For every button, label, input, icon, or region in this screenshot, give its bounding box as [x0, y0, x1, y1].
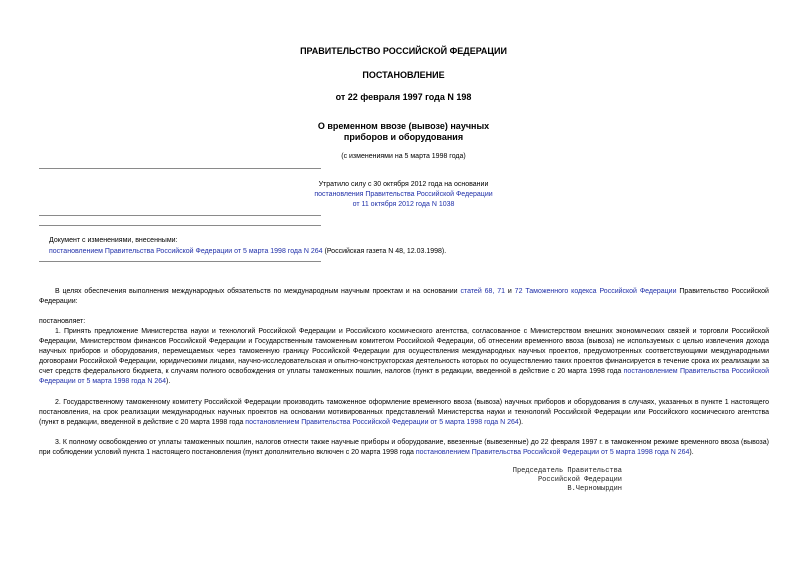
divider	[39, 225, 321, 226]
preamble-paragraph: В целях обеспечения выполнения международных обязательств по международным научным проектам и на основании статей 68, 71 и 72 Таможенного кодекса Российской Федерации Правительство Российской Федерации:	[39, 288, 769, 305]
p2-amend-link[interactable]: постановлением Правительства Российской Федерации от 5 марта 1998 года N 264	[245, 419, 519, 426]
paragraph-3: 3. К полному освобождению от уплаты таможенных пошлин, налогов отнести также научные приборы и оборудование, ввезенные (вывезенные) до 22 февраля 1997 г. в таможенном режиме временного ввоза (вывоза) при соблюдении условий пункта 1 настоящего постановления (пункт дополнительно включен с 20 марта 1998 года постановлением Правительства Российской Федерации от 5 марта 1998 года N 264).	[39, 439, 769, 456]
customs-code-link[interactable]: 72 Таможенного кодекса Российской Федерации	[514, 288, 677, 295]
amendment-note: (с изменениями на 5 марта 1998 года)	[341, 153, 466, 160]
paragraph-1: 1. Принять предложение Министерства науки и технологий Российской Федерации и Российского космического агентства, согласованное с Министерством внешних экономических связей и торговли Российской Федерации, Министерством финансов Российской Федерации и Государственным таможенным комитетом Российской Федерации, об отнесении временного ввоза (вывоза) не используемых с целью извлечения дохода научных приборов и оборудования, перемещаемых через таможенную границу Российской Федерации для осуществления международных научных проектов, предусмотренных соответствующими международными договорами Российской Федерации, юридическими лицами, научно-исследовательская и опытно-конструкторская деятельность которых по осуществлению таких проектов финансируется в течение срока их реализации за счет средств федерального бюджета, к случаям полного освобождения от уплаты таможенных пошлин, налогов (пункт в редакции, введенной в действие с 20 марта 1998 года постановлением Правительства Российской Федерации от 5 марта 1998 года N 264).	[39, 328, 770, 385]
expired-line: Утратило силу с 30 октября 2012 года на основании	[318, 181, 489, 188]
changes-label: Документ с изменениями, внесенными:	[49, 237, 178, 244]
divider	[39, 261, 321, 262]
signature-line-3: В.Черномырдин	[567, 485, 622, 493]
changes-source: (Российская газета N 48, 12.03.1998).	[322, 248, 447, 255]
p3-amend-link[interactable]: постановлением Правительства Российской Федерации от 5 марта 1998 года N 264	[415, 449, 690, 456]
changes-line	[49, 247, 446, 257]
doc-title-line1: О временном ввозе (вывозе) научных	[317, 121, 490, 131]
p1-amend-link[interactable]: постановлением Правительства Российской Федерации от 5 марта 1998 года N 264	[39, 368, 770, 385]
changes-link[interactable]: постановлением Правительства Российской Федерации от 5 марта 1998 года N 264	[49, 248, 323, 255]
doc-type-heading: ПОСТАНОВЛЕНИЕ	[362, 70, 445, 80]
expired-link-1[interactable]: постановления Правительства Российской Федерации	[314, 191, 493, 198]
signature-line-1: Председатель Правительства	[512, 467, 622, 475]
signature-line-2: Российской Федерации	[537, 476, 622, 484]
divider	[39, 168, 321, 169]
divider	[39, 215, 321, 216]
articles-link[interactable]: статей 68, 71	[460, 288, 505, 295]
doc-title-line2: приборов и оборудования	[343, 132, 464, 142]
government-heading: ПРАВИТЕЛЬСТВО РОССИЙСКОЙ ФЕДЕРАЦИИ	[300, 46, 507, 56]
decree-word: постановляет:	[39, 318, 86, 325]
expired-link-2[interactable]: от 11 октября 2012 года N 1038	[352, 201, 455, 208]
date-number-heading: от 22 февраля 1997 года N 198	[335, 92, 472, 102]
paragraph-2: 2. Государственному таможенному комитету Российской Федерации производить таможенное оформление временного ввоза (вывоза) научных приборов и оборудования в случаях, указанных в пункте 1 настоящего постановления, на срок реализации международных научных проектов на основании мотивированных представлений Министерства науки и технологий Российской Федерации или Российского космического агентства (пункт в редакции, введенной в действие с 20 марта 1998 года постановлением Правительства Российской Федерации от 5 марта 1998 года N 264).	[39, 399, 769, 426]
